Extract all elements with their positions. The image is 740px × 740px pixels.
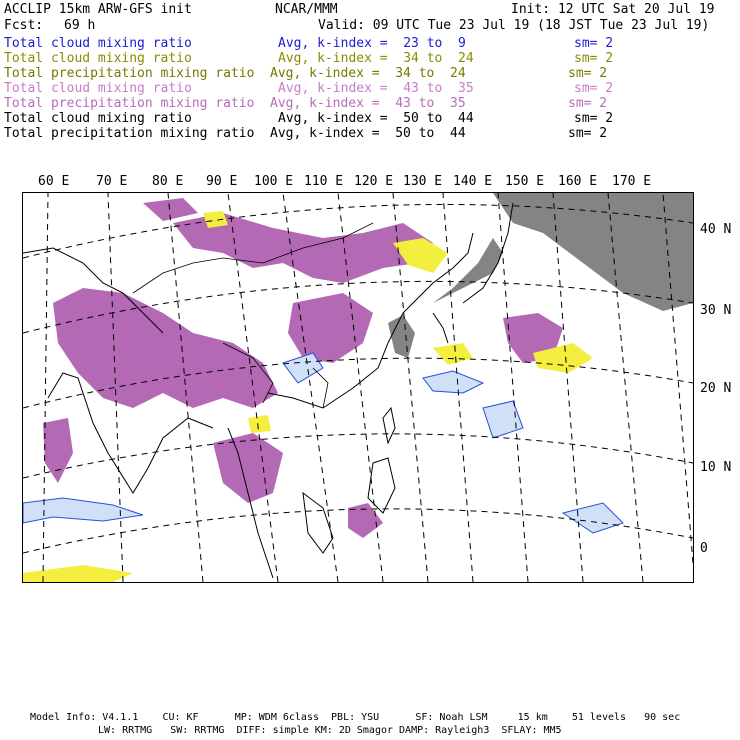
fcst-label: Fcst:: [4, 18, 44, 33]
lat-label: 10 N: [700, 460, 732, 475]
lon-label: 130 E: [403, 174, 443, 189]
lat-label: 20 N: [700, 381, 732, 396]
legend-sm: sm= 2: [568, 126, 608, 141]
lon-label: 140 E: [453, 174, 493, 189]
legend-avg: Avg, k-index = 43 to 35: [278, 81, 474, 96]
legend-sm: sm= 2: [574, 111, 614, 126]
model-info-line1: Model Info: V4.1.1 CU: KF MP: WDM 6class PBL: YSU SF: Noah LSM 15 km 51 levels 90 sec: [30, 712, 681, 723]
lon-label: 90 E: [206, 174, 238, 189]
legend-field: Total cloud mixing ratio: [4, 111, 192, 126]
legend-avg: Avg, k-index = 43 to 35: [270, 96, 466, 111]
legend-avg: Avg, k-index = 50 to 44: [278, 111, 474, 126]
legend-field: Total cloud mixing ratio: [4, 36, 192, 51]
lon-label: 70 E: [96, 174, 128, 189]
legend-sm: sm= 2: [574, 36, 614, 51]
legend-sm: sm= 2: [568, 66, 608, 81]
init-time: Init: 12 UTC Sat 20 Jul 19: [511, 2, 715, 17]
map-canvas: [23, 193, 693, 582]
lon-label: 160 E: [558, 174, 598, 189]
legend-sm: sm= 2: [568, 96, 608, 111]
legend-sm: sm= 2: [574, 51, 614, 66]
legend-sm: sm= 2: [574, 81, 614, 96]
map-panel: [22, 192, 694, 583]
lon-label: 110 E: [304, 174, 344, 189]
legend-avg: Avg, k-index = 34 to 24: [270, 66, 466, 81]
lon-label: 150 E: [505, 174, 545, 189]
legend-field: Total precipitation mixing ratio: [4, 66, 255, 81]
legend-avg: Avg, k-index = 50 to 44: [270, 126, 466, 141]
legend-field: Total precipitation mixing ratio: [4, 126, 255, 141]
legend-field: Total cloud mixing ratio: [4, 51, 192, 66]
legend-avg: Avg, k-index = 23 to 9: [278, 36, 466, 51]
lon-label: 170 E: [612, 174, 652, 189]
fcst-value: 69 h: [64, 18, 96, 33]
legend-avg: Avg, k-index = 34 to 24: [278, 51, 474, 66]
legend-field: Total cloud mixing ratio: [4, 81, 192, 96]
lon-label: 80 E: [152, 174, 184, 189]
lon-label: 100 E: [254, 174, 294, 189]
lat-label: 40 N: [700, 222, 732, 237]
lon-label: 60 E: [38, 174, 70, 189]
lat-label: 30 N: [700, 303, 732, 318]
model-info-line2: LW: RRTMG SW: RRTMG DIFF: simple KM: 2D Smagor DAMP: Rayleigh3 SFLAY: MM5: [98, 725, 562, 736]
center-label: NCAR/MMM: [275, 2, 338, 17]
plot-title: ACCLIP 15km ARW-GFS init: [4, 2, 192, 17]
legend-field: Total precipitation mixing ratio: [4, 96, 255, 111]
valid-time: Valid: 09 UTC Tue 23 Jul 19 (18 JST Tue 23 Jul 19): [318, 18, 710, 33]
lat-label: 0: [700, 541, 708, 556]
lon-label: 120 E: [354, 174, 394, 189]
